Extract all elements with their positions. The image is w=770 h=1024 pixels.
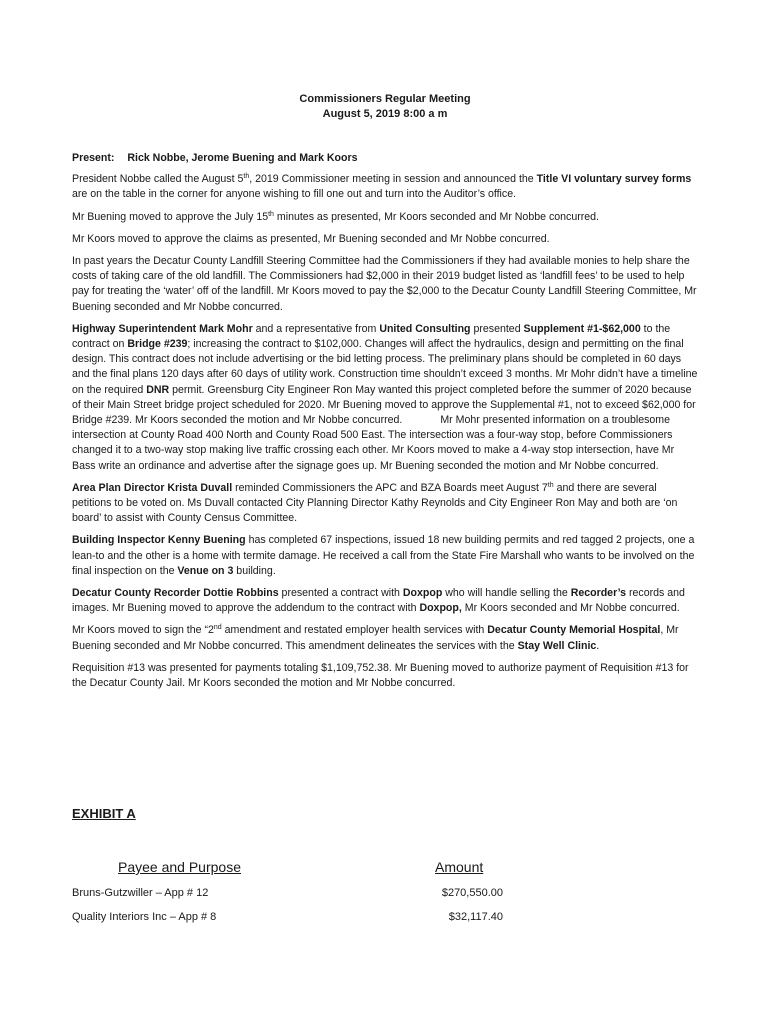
document-title: Commissioners Regular Meeting: [299, 93, 471, 105]
paragraph-minutes-approval: Mr Buening moved to approve the July 15th minutes as presented, Mr Koors seconded and Mr Nobbe concurred.: [72, 210, 599, 223]
amount-cell: $32,117.40: [448, 911, 503, 923]
payee-cell: Bruns-Gutzwiller – App # 12: [72, 887, 209, 899]
paragraph-hospital-amendment: Mr Koors moved to sign the “2nd amendment and restated employer health services with Decatur County Memorial Hospital, Mr Buening seconded and Mr Nobbe concurred. This amendment delineates the services with the Stay Well Clinic.: [72, 624, 679, 652]
paragraph-landfill: In past years the Decatur County Landfill Steering Committee had the Commissioners if they had available monies to help share the costs of taking care of the old landfill. The Commissioners had $2,000 in their 2019 budget listed as ‘landfill fees’ to be used to help pay for treating the ‘water’ off of the landfill. Mr Koors moved to pay the $2,000 to the Decatur County Landfill Steering Committee, Mr Buening seconded and Mr Nobbe concurred.: [72, 255, 697, 313]
payee-column-header: Payee and Purpose: [118, 859, 241, 875]
minutes-body: [72, 151, 698, 698]
paragraph-building-inspector: Building Inspector Kenny Buening has completed 67 inspections, issued 18 new building permits and red tagged 2 projects, one a lean-to and the other is a home with termite damage. He received a call from the State Fire Marshall who wants to be involved on the final inspection on the Venue on 3 building.: [72, 534, 695, 577]
amount-cell: $270,550.00: [441, 887, 503, 899]
paragraph-recorder: Decatur County Recorder Dottie Robbins presented a contract with Doxpop who will handle selling the Recorder’s records and images. Mr Buening moved to approve the addendum to the contract with Doxpop, Mr Koors seconded and Mr Nobbe concurred.: [72, 587, 685, 615]
paragraph-area-plan: Area Plan Director Krista Duvall reminded Commissioners the APC and BZA Boards meet August 7th and there are several petitions to be voted on. Ms Duvall contacted City Planning Director Kathy Reynolds and City Engineer Ron May and both are ‘on board’ to assist with County Census Committee.: [72, 481, 678, 525]
paragraph-highway: Highway Superintendent Mark Mohr and a representative from United Consulting presented Supplement #1-$62,000 to the contract on Bridge #239; increasing the contract to $102,000. Changes will affect the hydraulics, design and permitting on the final design. This contract does not include advertising or the bid letting process. The preliminary plans should be completed in 60 days and the final plans 120 days after 60 days of utility work. Construction time shouldn’t exceed 3 months. Mr Mohr didn’t have a timeline on the required DNR permit. Greensburg City Engineer Ron May wanted this project completed before the summer of 2020 because of their Main Street bridge project scheduled for 2020. Mr Buening moved to approve the Supplemental #1, not to exceed $62,000 for Bridge #239. Mr Koors seconded the motion and Mr Nobbe concurred. Mr Mohr presented information on a troublesome intersection at County Road 400 North and County Road 500 East. The intersection was a four-way stop, before Commissioners changed it to a two-way stop making live traffic crossing each other. Mr Koors moved to make a 4-way stop intersection, have Mr Bass write an ordinance and advertise after the signage goes up. Mr Buening seconded the motion and Mr Nobbe concurred.: [72, 322, 698, 472]
payee-cell: Quality Interiors Inc – App # 8: [72, 911, 217, 923]
paragraph-claims: Mr Koors moved to approve the claims as presented, Mr Buening seconded and Mr Nobbe concurred.: [72, 232, 550, 245]
exhibit-title: EXHIBIT A: [72, 806, 136, 821]
meeting-date: August 5, 2019 8:00 a m: [322, 108, 448, 120]
present-names: Rick Nobbe, Jerome Buening and Mark Koors: [127, 152, 358, 164]
amount-column-header: Amount: [435, 859, 484, 875]
paragraph-requisition: Requisition #13 was presented for payments totaling $1,109,752.38. Mr Buening moved to authorize payment of Requisition #13 for the Decatur County Jail. Mr Koors seconded the motion and Mr Nobbe concurred.: [72, 661, 689, 690]
paragraph-call-to-order: President Nobbe called the August 5th, 2019 Commissioner meeting in session and announced the Title VI voluntary survey forms are on the table in the corner for anyone wishing to fill one out and turn into the Auditor’s office.: [72, 173, 692, 201]
present-label: Present:: [72, 152, 115, 164]
present-line: [72, 151, 698, 166]
